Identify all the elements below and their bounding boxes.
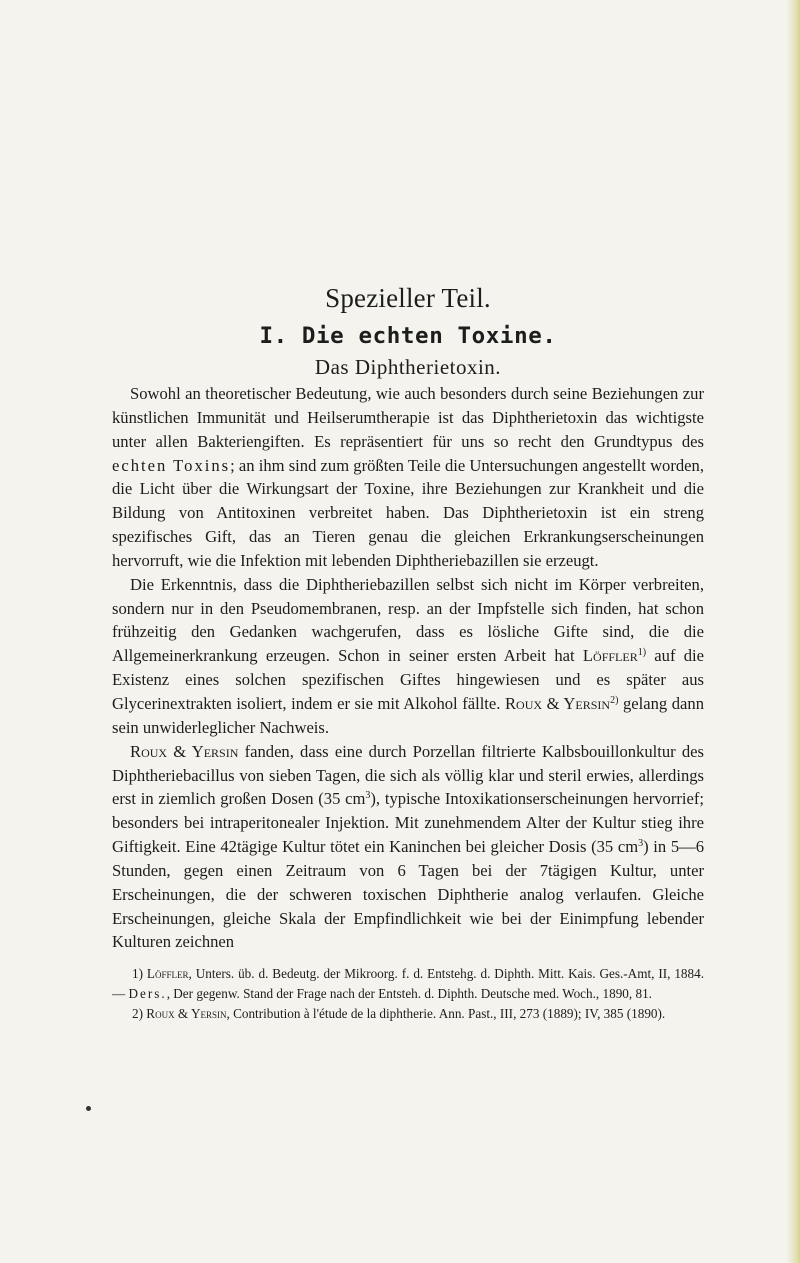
page-content: [112, 282, 704, 1024]
paragraph-text: Sowohl an theoretischer Bedeutung, wie auch besonders durch seine Beziehungen zur künstlichen Immunität und Heilserumtherapie ist das Diphtherietoxin das wichtigste unter allen Bakteriengiften. Es repräsentiert für uns so recht den Grundtypus des: [112, 384, 704, 451]
unit-exponent: 3: [638, 838, 644, 850]
paragraph-text: auf die Existenz eines solchen spezifischen Giftes hingewiesen und es später aus Glycerinextrakten isoliert, indem er sie mit Alkohol fällte.: [112, 646, 704, 713]
author-name: Löffler: [582, 646, 638, 666]
paragraph-introduction: [112, 382, 704, 573]
paragraph-text: ), typische Intoxikationserscheinungen hervorrief; besonders bei intraperitonealer Injektion. Mit zunehmendem Alter der Kultur stieg ihre Giftigkeit. Eine 42tägige Kultur tötet ein Kaninchen bei gleicher Dosis (35 cm: [112, 789, 704, 857]
footnote-1: [112, 964, 704, 1004]
paragraph-text: ) in 5—6 Stunden, gegen einen Zeitraum von 6 Tagen bei der 7tägigen Kultur, unter Erscheinungen, die der schweren toxischen Diphtherie analog verlaufen. Gleiche Erscheinungen, gleiche Skala der Empfindlichkeit wie bei der Einimpfung lebender Kulturen zeichnen: [112, 837, 705, 952]
footnote-ders: Ders.: [128, 986, 167, 1002]
footnote-text: , Contribution à l'étude de la diphtherie. Ann. Past., III, 273 (1889); IV, 385 (1890).: [226, 1006, 666, 1022]
paragraph-text: Die Erkenntnis, dass die Diphtheriebazillen selbst sich nicht im Körper verbreiten, sondern nur in den Pseudomembranen, resp. an der Impfstelle sich finden, hat schon frühzeitig den Gedanken wachgerufen, dass es lösliche Gifte sind, die die Allgemeinerkrankung erzeugen. Schon in seiner ersten Arbeit hat: [112, 574, 704, 666]
page-edge-shading: [786, 0, 800, 1263]
footnote-author: Roux & Yersin: [146, 1006, 227, 1022]
paragraph-text: ; an ihm sind zum größten Teile die Untersuchungen angestellt worden, die Licht über die Wirkungsart der Toxine, ihre Beziehungen zur Krankheit und die Bildung von Antitoxinen verbreitet haben. Das Diphtherietoxin ist ein streng spezifisches Gift, das an Tieren genau die gleichen Erkrankungserscheinungen hervorruft, wie die Infektion mit lebenden Diphtheriebazillen sie erzeugt.: [112, 455, 704, 570]
emphasized-term: echten Toxins: [112, 455, 231, 475]
paragraph-text: gelang dann sein unwiderleglicher Nachweis.: [112, 693, 704, 737]
footnote-reference: 1): [637, 647, 647, 659]
footnote-2: [112, 1004, 704, 1024]
section-title: Das Diphtherietoxin.: [314, 355, 502, 379]
footnote-text: , Der gegenw. Stand der Frage nach der Entsteh. d. Diphth. Deutsche med. Woch., 1890, 81.: [166, 986, 652, 1002]
ink-speck: [86, 1106, 91, 1111]
footnote-reference: 2): [610, 694, 619, 706]
footnote-author: Löffler: [146, 966, 189, 982]
author-name: Roux & Yersin: [504, 693, 611, 713]
paragraph-experiment: [112, 740, 704, 955]
part-title: Spezieller Teil.: [325, 283, 491, 313]
paragraph-text: fanden, dass eine durch Porzellan filtrierte Kalbsbouillonkultur des Diphtheriebacillus von sieben Tagen, die sich als völlig klar und steril erwies, allerdings erst in ziemlich großen Dosen (35 cm: [112, 741, 704, 809]
chapter-title: I. Die echten Toxine.: [259, 323, 557, 349]
unit-exponent: 3: [365, 790, 371, 802]
footnotes: [112, 964, 704, 1024]
paragraph-history: [112, 573, 704, 740]
footnote-text: , Unters. üb. d. Bedeutg. der Mikroorg. f. d. Entstehg. d. Diphth. Mitt. Kais. Ges.-Amt, II, 1884. —: [112, 966, 704, 1002]
author-name: Roux & Yersin: [130, 741, 239, 761]
footnote-mark: 2): [132, 1006, 143, 1022]
footnote-mark: 1): [132, 966, 143, 982]
